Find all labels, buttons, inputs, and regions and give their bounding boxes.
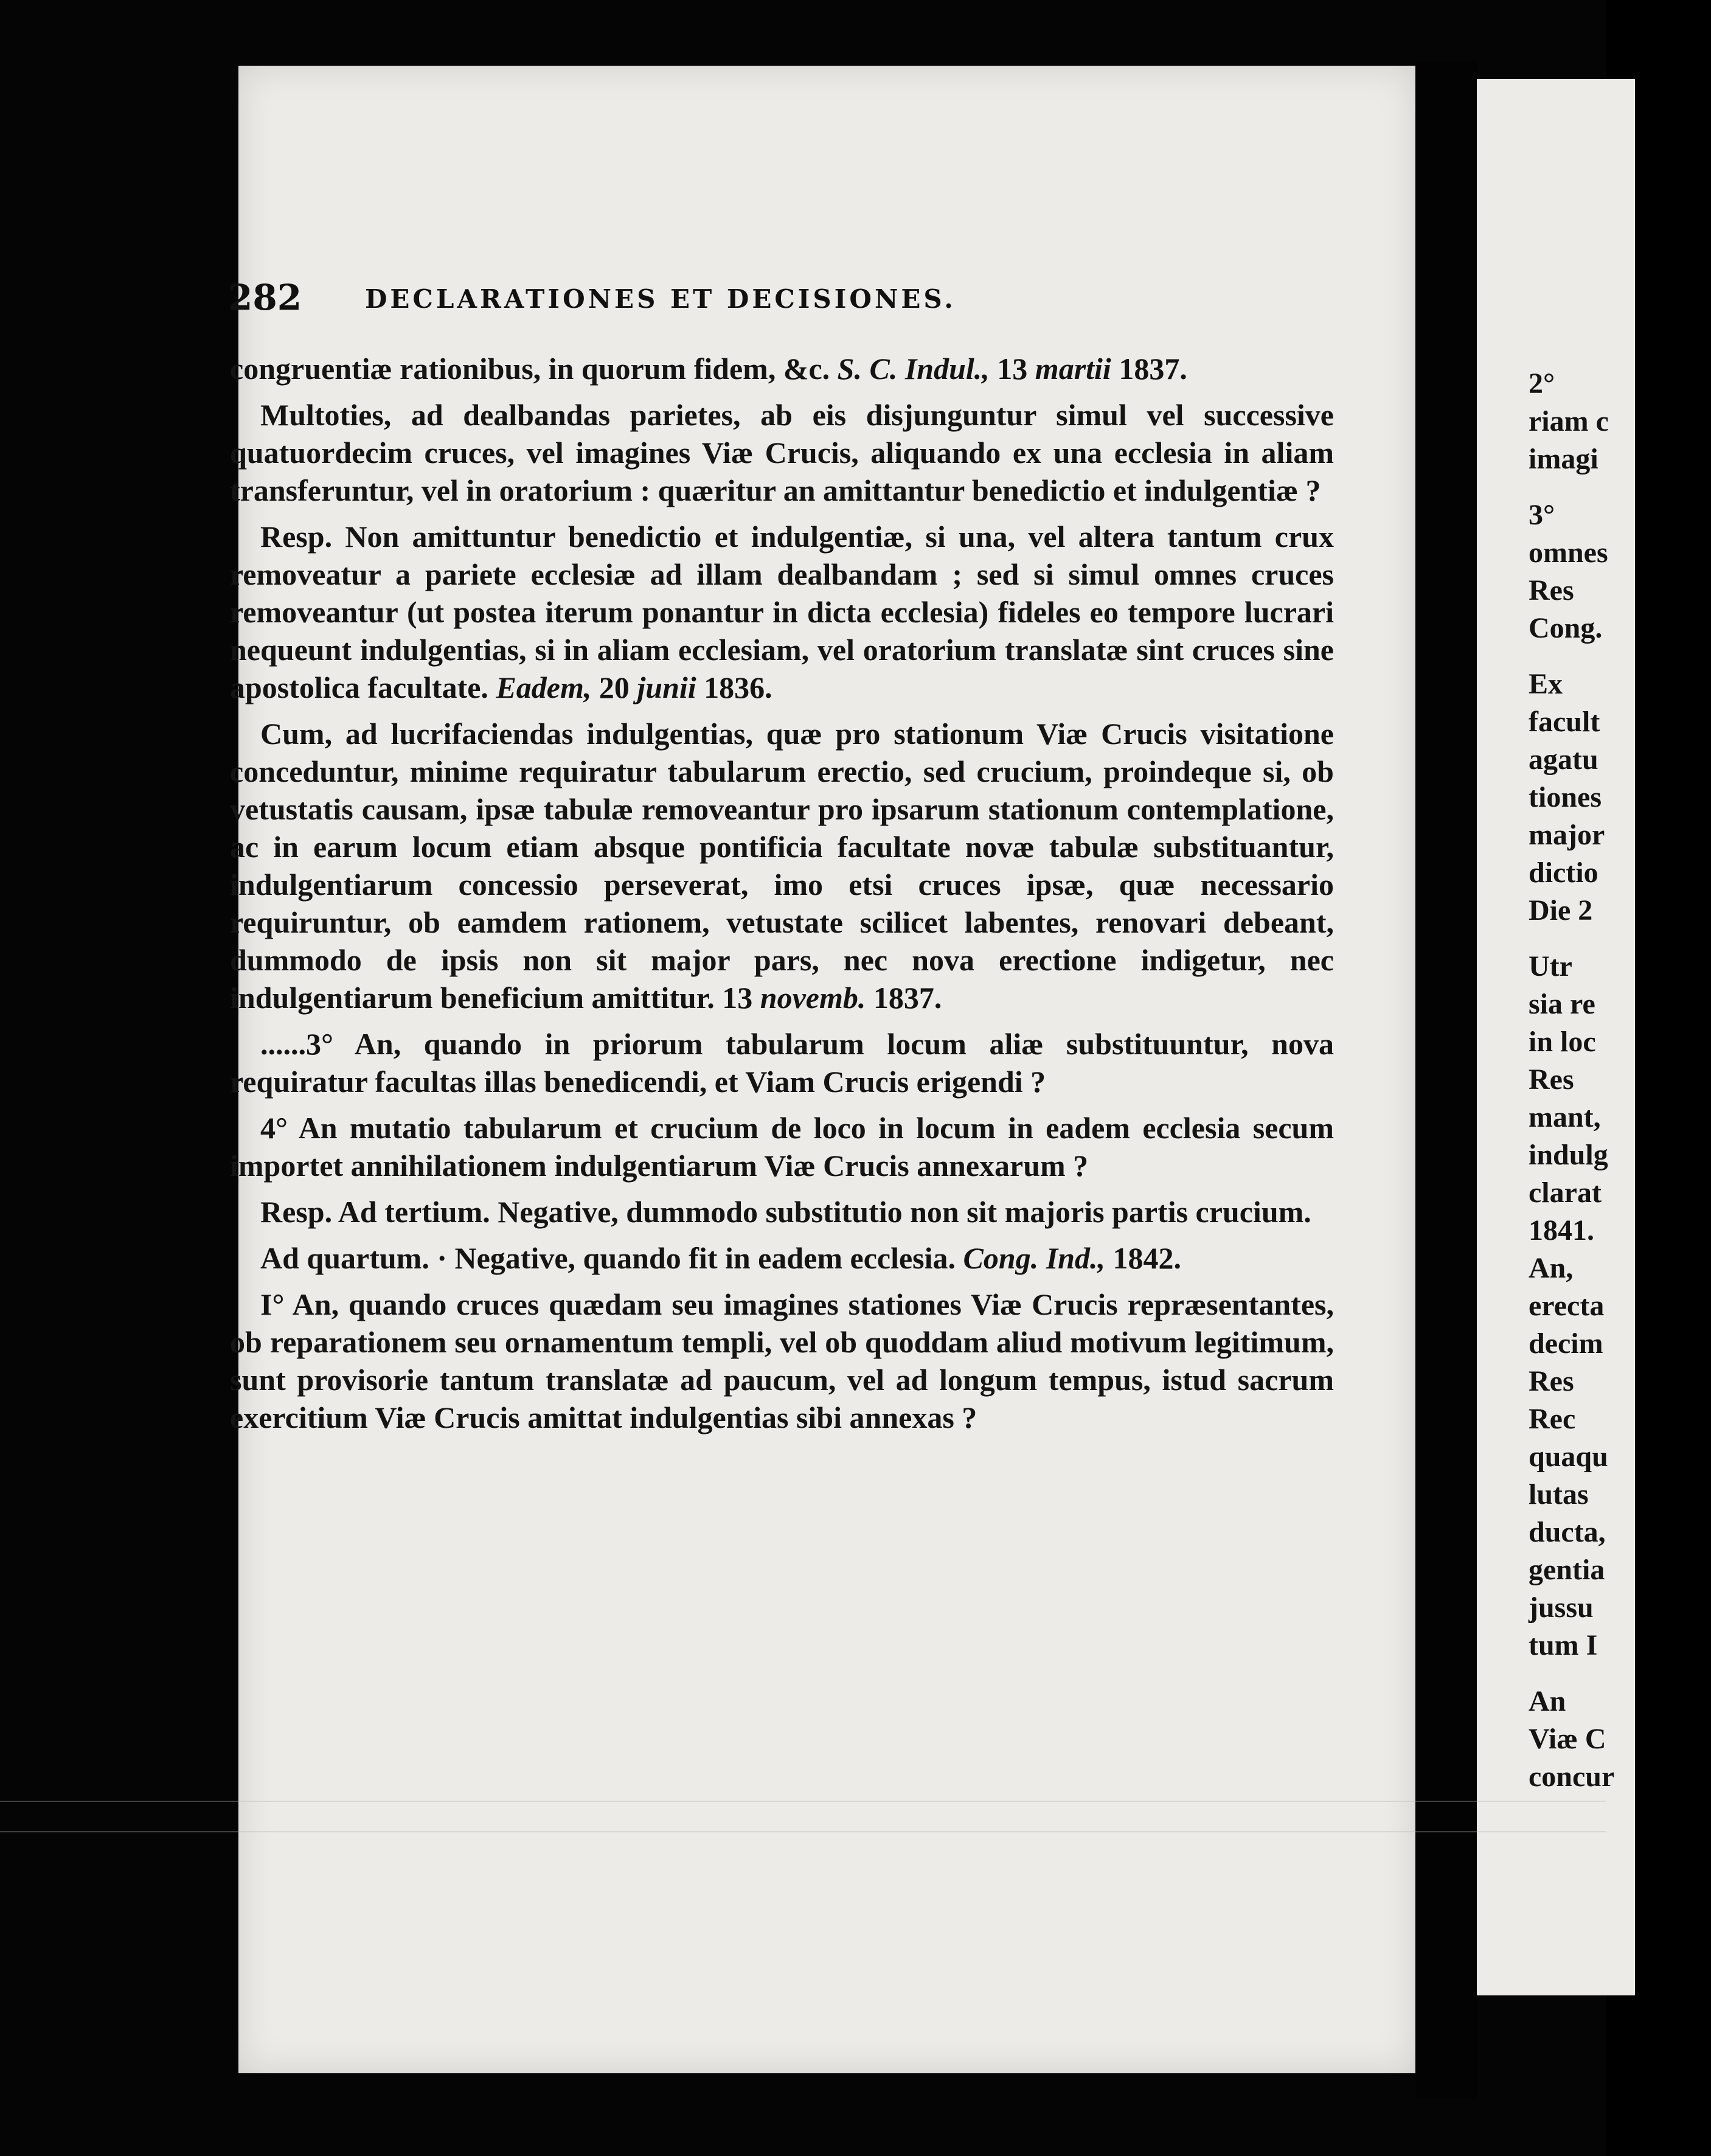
adjacent-page-line: in loc: [1529, 1026, 1596, 1058]
adjacent-page-line: Utr: [1529, 950, 1572, 982]
adjacent-page-fragments: [1529, 365, 1711, 1796]
paragraph-5: ......3° An, quando in priorum tabularum locum aliæ substituuntur, nova requiratur facultas illas benedicendi, et Viam Crucis erigendi ?: [230, 1027, 1334, 1099]
adjacent-page-line: Res: [1529, 1365, 1574, 1397]
book-gutter: [1415, 61, 1477, 2099]
adjacent-page-line: indulg: [1529, 1139, 1608, 1171]
adjacent-page-line: [1529, 478, 1711, 496]
adjacent-page: [1477, 79, 1635, 1995]
adjacent-page-line: [1529, 930, 1711, 948]
adjacent-page-line: 1841.: [1529, 1214, 1594, 1247]
paragraph-2: Multoties, ad dealbandas parietes, ab eis disjunguntur simul vel successive quatuordecim cruces, vel imagines Viæ Crucis, aliquando ex una ecclesia in aliam transferuntur, vel in oratorium : quæritur an amittantur benedictio et indulgentiæ ?: [230, 398, 1334, 507]
adjacent-page-line: [1529, 647, 1711, 666]
adjacent-page-line: concur: [1529, 1761, 1615, 1793]
adjacent-page-line: sia re: [1529, 988, 1595, 1020]
adjacent-page-line: An: [1529, 1685, 1566, 1717]
adjacent-page-line: jussu: [1529, 1591, 1594, 1624]
running-head: DECLARATIONES ET DECISIONES.: [365, 284, 956, 314]
adjacent-page-line: tiones: [1529, 781, 1602, 813]
page-number: 282: [228, 277, 302, 318]
adjacent-page-line: Ex: [1529, 668, 1563, 700]
adjacent-page-line: facult: [1529, 706, 1600, 738]
paragraph-9: I° An, quando cruces quædam seu imagines stationes Viæ Crucis repræsentantes, ob reparationem seu ornamentum templi, vel ob quoddam aliud motivum legitimum, sunt provisorie tantum translatæ ad paucum, vel ad longum tempus, istud sacrum exercitium Viæ Crucis amittat indulgentias sibi annexas ?: [230, 1287, 1334, 1434]
paragraph-8: Ad quartum. · Negative, quando fit in eadem ecclesia. Cong. Ind., 1842.: [260, 1241, 1181, 1275]
adjacent-page-line: mant,: [1529, 1101, 1601, 1133]
adjacent-page-line: Die 2: [1529, 894, 1593, 927]
adjacent-page-line: Viæ C: [1529, 1723, 1606, 1755]
paragraph-3: Resp. Non amittuntur benedictio et indulgentiæ, si una, vel altera tantum crux removeatur a pariete ecclesiæ ad illam dealbandam ; sed si simul omnes cruces removeantur (ut postea iterum ponantur in dicta ecclesia) fideles eo tempore lucrari nequeunt indulgentias, si in aliam ecclesiam, vel oratorium translatæ sint cruces sine apostolica facultate. Eadem, 20 junii 1836.: [230, 520, 1334, 704]
adjacent-page-line: gentia: [1529, 1554, 1605, 1586]
adjacent-page-line: omnes: [1529, 537, 1608, 569]
adjacent-page-line: lutas: [1529, 1478, 1589, 1511]
adjacent-page-line: imagi: [1529, 443, 1598, 475]
adjacent-page-line: [1529, 1664, 1711, 1683]
adjacent-page-line: Res: [1529, 574, 1574, 607]
adjacent-page-line: Cong.: [1529, 612, 1603, 644]
paragraph-1: congruentiæ rationibus, in quorum fidem, &c. S. C. Indul., 13 martii 1837.: [230, 352, 1187, 386]
adjacent-page-line: 2°: [1529, 367, 1555, 400]
paragraph-4: Cum, ad lucrifaciendas indulgentias, quæ pro stationum Viæ Crucis visitatione conceduntur, minime requiratur tabularum erectio, sed crucium, proindeque si, ob vetustatis causam, ipsæ tabulæ removeantur pro ipsarum stationum contemplatione, ac in earum locum etiam absque pontificia facultate novæ tabulæ substituantur, indulgentiarum concessio perseverat, imo etsi cruces ipsæ, quæ necessario requiruntur, ob eamdem rationem, vetustate scilicet labentes, renovari debeant, dummodo de ipsis non sit major pars, nec nova erectione indigetur, nec indulgentiarum beneficium amittitur. 13 novemb. 1837.: [230, 717, 1334, 1015]
adjacent-page-line: Res: [1529, 1063, 1574, 1096]
adjacent-page-line: erecta: [1529, 1290, 1605, 1322]
paragraph-6: 4° An mutatio tabularum et crucium de loco in locum in eadem ecclesia secum importet annihilationem indulgentiarum Viæ Crucis annexarum ?: [230, 1111, 1334, 1183]
adjacent-page-line: Rec: [1529, 1403, 1576, 1435]
adjacent-page-line: major: [1529, 819, 1605, 851]
adjacent-page-line: dictio: [1529, 857, 1598, 889]
page-header: [228, 277, 1335, 325]
adjacent-page-line: ducta,: [1529, 1516, 1606, 1548]
adjacent-page-line: decim: [1529, 1327, 1603, 1360]
text-body: [230, 350, 1334, 1445]
paragraph-7: Resp. Ad tertium. Negative, dummodo substitutio non sit majoris partis crucium.: [260, 1195, 1311, 1229]
adjacent-page-line: tum I: [1529, 1629, 1598, 1661]
adjacent-page-line: clarat: [1529, 1177, 1602, 1209]
adjacent-page-line: quaqu: [1529, 1441, 1608, 1473]
adjacent-page-line: 3°: [1529, 499, 1555, 531]
scan-artifact-line: [0, 1831, 1606, 1832]
scan-artifact-line: [0, 1801, 1606, 1802]
adjacent-page-line: An,: [1529, 1252, 1574, 1284]
adjacent-page-line: riam c: [1529, 405, 1609, 437]
adjacent-page-line: agatu: [1529, 743, 1598, 776]
